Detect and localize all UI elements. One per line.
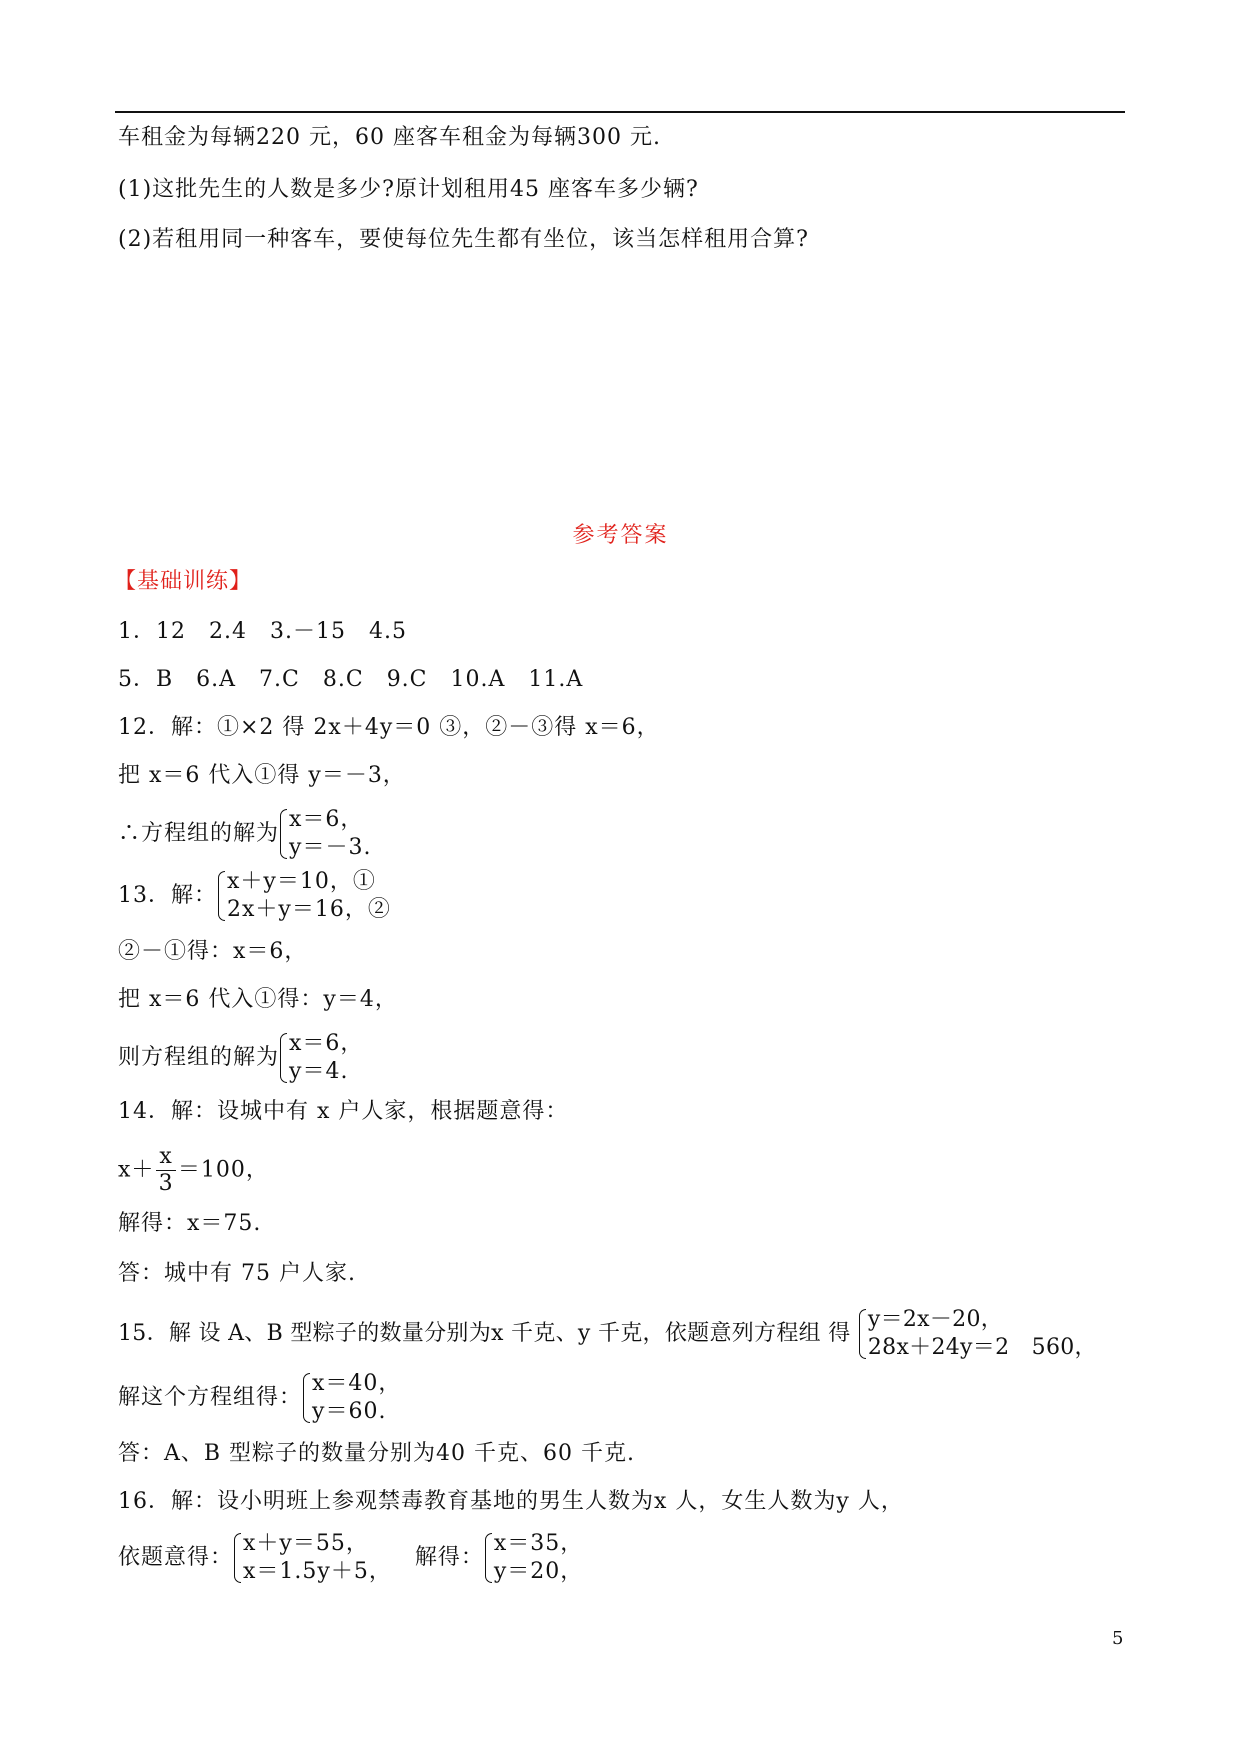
q12-solution — [118, 806, 371, 862]
q12-line-1: 12．解：①×2 得 2x＋4y＝0 ③，②－③得 x＝6， — [118, 715, 660, 740]
system-row: x＝1.5y＋5， — [243, 1559, 392, 1584]
system-row: x＋y＝55， — [243, 1531, 369, 1556]
system-row: 28x＋24y＝2 560， — [867, 1335, 1097, 1360]
q13-line-3: 把 x＝6 代入①得：y＝4， — [118, 987, 398, 1012]
system-row: x＋y＝10，① — [227, 869, 376, 894]
system-row: x＝6， — [289, 807, 364, 832]
q15-system-line — [118, 1306, 1097, 1362]
q13-solution — [118, 1030, 363, 1086]
q15-equation-system — [858, 1306, 1097, 1362]
system-row: x＝35， — [493, 1531, 584, 1556]
q13-line-2: ②－①得：x＝6， — [118, 939, 308, 964]
q12-solution-prefix: ∴方程组的解为 — [118, 821, 280, 846]
system-row: y＝2x－20， — [867, 1307, 1004, 1332]
q13-prefix: 13．解： — [118, 883, 217, 908]
system-row: y＝－3. — [289, 835, 372, 860]
header-rule — [115, 111, 1125, 113]
q13-solution-prefix: 则方程组的解为 — [118, 1045, 280, 1070]
fraction-numerator: x — [156, 1144, 175, 1171]
section-heading: 【基础训练】 — [114, 569, 253, 594]
answers-title: 参考答案 — [572, 523, 669, 548]
q14-line-1: 14．解：设城中有 x 户人家，根据题意得： — [118, 1099, 569, 1124]
system-row: y＝60. — [312, 1399, 387, 1424]
q16-line-1: 16．解：设小明班上参观禁毒教育基地的男生人数为x 人，女生人数为y 人， — [118, 1489, 904, 1514]
fraction — [156, 1144, 175, 1197]
q14-eq-prefix: x＋ — [118, 1157, 155, 1183]
carry-over-line: 车租金为每辆220 元，60 座客车租金为每辆300 元. — [118, 125, 661, 150]
q16-equation-system — [233, 1530, 392, 1586]
q15-solution-system — [302, 1370, 401, 1426]
q16-prefix: 依题意得： — [118, 1545, 234, 1570]
q12-line-2: 把 x＝6 代入①得 y＝－3， — [118, 763, 406, 788]
q12-solution-system — [279, 806, 371, 862]
answers-line-1: 1．12 2.4 3.－15 4.5 — [118, 619, 407, 644]
system-row: y＝4. — [289, 1059, 349, 1084]
q14-eq-suffix: ＝100， — [177, 1157, 269, 1183]
q14-line-4: 答：城中有 75 户人家. — [118, 1261, 356, 1286]
q15-solution-prefix: 解这个方程组得： — [118, 1385, 303, 1410]
question-1: (1)这批先生的人数是多少?原计划租用45 座客车多少辆? — [118, 177, 699, 202]
system-row: y＝20， — [493, 1559, 584, 1584]
q16-mid: 解得： — [391, 1545, 484, 1570]
question-2: (2)若租用同一种客车，要使每位先生都有坐位，该当怎样租用合算? — [118, 227, 809, 252]
q14-equation — [118, 1144, 269, 1197]
q13-equation-system — [217, 868, 391, 924]
page-number: 5 — [1112, 1628, 1124, 1649]
system-row: x＝40， — [312, 1371, 402, 1396]
system-row: x＝6， — [289, 1031, 364, 1056]
q14-line-3: 解得：x＝75. — [118, 1211, 262, 1236]
fraction-denominator: 3 — [158, 1171, 174, 1196]
q13-system-line — [118, 868, 391, 924]
system-row: 2x＋y＝16，② — [227, 897, 391, 922]
q13-solution-system — [279, 1030, 363, 1086]
q15-prefix: 15．解 设 A、B 型粽子的数量分别为x 千克、y 千克，依题意列方程组 得 — [118, 1321, 858, 1346]
q15-answer: 答：A、B 型粽子的数量分别为40 千克、60 千克. — [118, 1441, 636, 1466]
q16-systems — [118, 1530, 583, 1586]
q15-solution — [118, 1370, 401, 1426]
answers-line-2: 5．B 6.A 7.C 8.C 9.C 10.A 11.A — [118, 667, 584, 692]
q16-solution-system — [484, 1530, 583, 1586]
